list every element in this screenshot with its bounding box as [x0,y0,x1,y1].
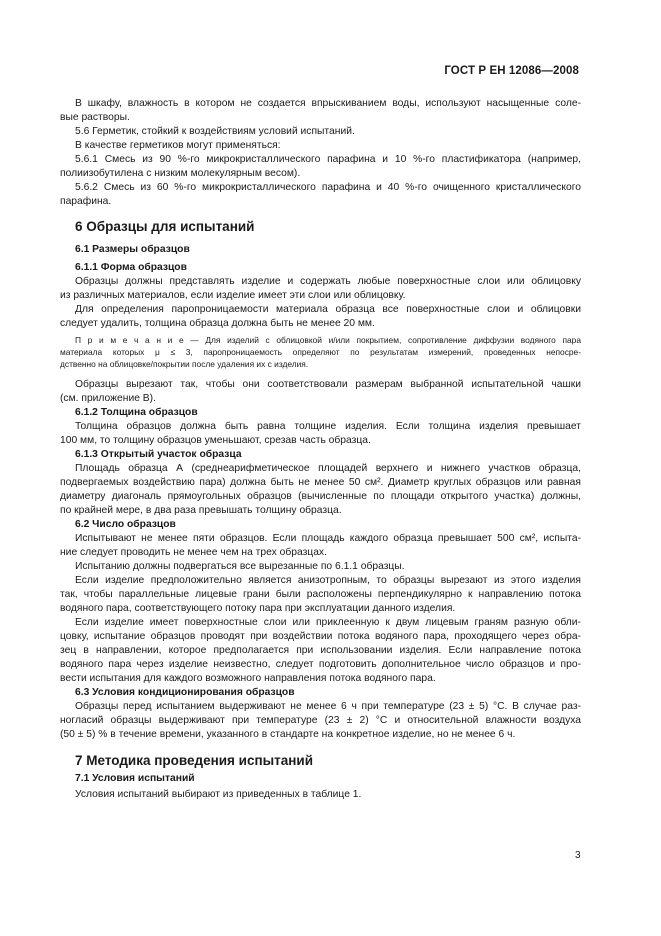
paragraph-line: Для определения паропроницаемости материала образца все поверхностные слои и облицовки [75,304,581,315]
paragraph-line: полиизобутилена с низким молекулярным весом). [60,168,301,179]
clause-5-6-2: 5.6.2 Смесь из 60 %-го микрокристаллического парафина и 40 %-го очищенного кристаллического [75,182,581,193]
paragraph-line: Образцы вырезают так, чтобы они соответствовали размерам выбранной испытательной чашки [75,379,581,390]
section-7-heading: 7 Методика проведения испытаний [75,753,314,768]
paragraph-line: Если изделие имеет поверхностные слои или приклеенную к двум лицевым граням разную обли- [75,617,581,628]
subsection-7-1-heading: 7.1 Условия испытаний [75,773,195,784]
paragraph-line: диаметру диагональ прямоугольных образцов (вычисленные по площади открытого участка) должны, [60,491,581,502]
paragraph-line: (50 ± 5) % в течение времени, указанного в стандарте на конкретное изделие, но не менее 6 ч. [60,729,516,740]
paragraph-line: В качестве герметиков могут применяться: [75,140,281,151]
paragraph-line: водяного пара через изделие неизвестно, следует подготовить дополнительное число образцов и про- [60,659,581,670]
paragraph-line: Толщина образцов должна быть равна толщине изделия. Если толщина изделия превышает [75,421,581,432]
clause-5-6-1: 5.6.1 Смесь из 90 %-го микрокристаллического парафина и 10 %-го пластификатора (например, [75,154,581,165]
paragraph-line: Образцы должны представлять изделие и содержать любые поверхностные слои или облицовку [75,276,581,287]
paragraph-line: вые растворы. [60,112,130,123]
clause-5-6: 5.6 Герметик, стойкий к воздействиям условий испытаний. [75,126,355,137]
paragraph-line: цовку, испытание образцов проводят при воздействии потока водяного пара, проходящего через обра- [60,631,581,642]
subsection-6-1-3-heading: 6.1.3 Открытый участок образца [75,449,242,460]
paragraph-line: водяного пара, соответствующего потоку пара при эксплуатации данного изделия. [60,603,456,614]
note-line: материала которых μ ≤ 3, паропроницаемость определяют по результатам измерений, проведенных непосре- [60,347,581,357]
page-number: 3 [575,850,581,861]
paragraph-line: вести испытания для каждого возможного направления потока водяного пара. [60,673,436,684]
paragraph-line: ние следует проводить не менее чем на трех образцах. [60,547,327,558]
note-line: дственно на облицовке/покрытии после удаления их с изделия. [60,359,309,369]
paragraph-line: Испытанию должны подвергаться все вырезанные по 6.1.1 образцы. [75,561,405,572]
document-code: ГОСТ Р ЕН 12086—2008 [444,65,579,77]
paragraph-line: подвергаемых воздействию пара) должна быть не менее 50 см². Диаметр круглых образцов или равная [60,477,581,488]
paragraph-line: зец в направлении, которое предполагается при использовании изделия. Если направление потока [60,645,581,656]
paragraph-line: Испытывают не менее пяти образцов. Если площадь каждого образца превышает 500 см², испыта- [75,533,581,544]
subsection-6-3-heading: 6.3 Условия кондиционирования образцов [75,687,295,698]
paragraph-line: Площадь образца А (среднеарифметическое площадей верхнего и нижнего участков образца, [75,463,581,474]
paragraph-line: Если изделие предположительно является анизотропным, то образцы вырезают из этого изделия [75,575,581,586]
paragraph-line: так, чтобы параллельные лицевые грани были расположены перпендикулярно к направлению потока [60,589,581,600]
paragraph-line: из различных материалов, если изделие имеет эти слои или облицовку. [60,290,406,301]
paragraph-line: парафина. [60,196,112,207]
paragraph-line: В шкафу, влажность в котором не создается впрыскиванием воды, используют насыщенные соле- [75,98,581,109]
subsection-6-2-heading: 6.2 Число образцов [75,519,176,530]
paragraph-line: следует удалить, толщина образца должна быть не менее 20 мм. [60,318,375,329]
paragraph-line: 100 мм, то толщину образцов уменьшают, срезав часть образца. [60,435,371,446]
subsection-6-1-1-heading: 6.1.1 Форма образцов [75,262,187,273]
section-6-heading: 6 Образцы для испытаний [75,219,255,234]
note-line: П р и м е ч а н и е — Для изделий с облицовкой и/или покрытием, сопротивление диффузии водяного пара [75,335,581,345]
paragraph-line: ногласий образцы выдерживают при температуре (23 ± 2) °С и относительной влажности воздуха [60,715,581,726]
paragraph-line: Условия испытаний выбирают из приведенных в таблице 1. [75,789,362,800]
paragraph-line: по крайней мере, в два раза превышать толщину образца. [60,505,342,516]
paragraph-line: (см. приложение В). [60,393,156,404]
subsection-6-1-2-heading: 6.1.2 Толщина образцов [75,407,198,418]
paragraph-line: Образцы перед испытанием выдерживают не менее 6 ч при температуре (23 ± 5) °С. В случае раз- [75,701,581,712]
subsection-6-1-heading: 6.1 Размеры образцов [75,244,190,255]
